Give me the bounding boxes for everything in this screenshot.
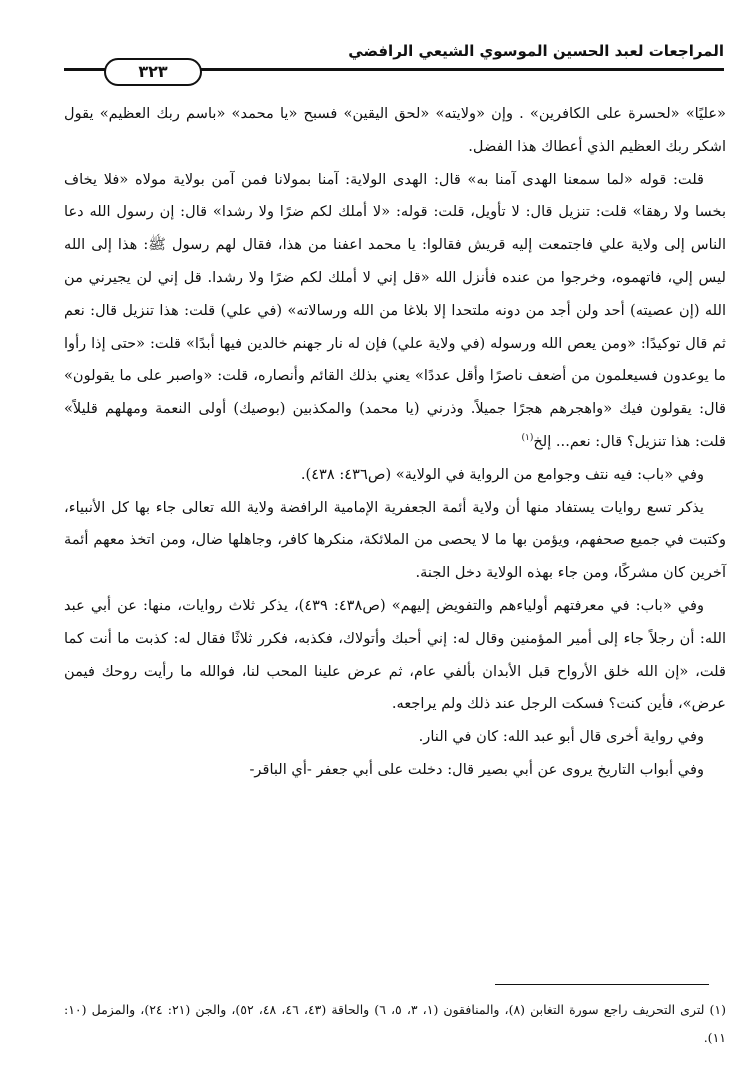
line: ناصرًا وأقل عددًا» يعني بذلك القائم وأنصاره، قلت: «واصبر على ما يقولون» قال:	[64, 367, 727, 418]
footnotes	[64, 996, 726, 1052]
line: علي) قلت: هذا تنزيل قال: نعم ثم قال توكيدًا: «ومن يعص الله ورسوله (في ولاية علي)	[64, 301, 726, 352]
line: كنت؟ فسكت الرجل عند ذلك ولم يراجعه.	[391, 695, 643, 713]
paragraph-4	[64, 492, 726, 590]
page-header	[64, 38, 724, 86]
line: تعالى جاء بها كل الأنبياء، وكتبت في جميع صحفهم، ويؤمن بها ما لا يحصى من	[64, 498, 727, 549]
paragraph-1	[64, 98, 726, 164]
line: قريش فقالوا: يا محمد اعفنا من هذا، فقال لهم رسول ﷺ: هذا إلى الله ليس إلي،	[64, 236, 726, 286]
line: يذكر تسع روايات يستفاد منها أن ولاية أئمة الجعفرية الإمامية الرافضة ولاية الله	[219, 498, 704, 516]
line: وفي «باب: في معرفتهم أولياءهم والتفويض إليهم» (ص٤٣٨: ٤٣٩)، يذكر ثلاث	[228, 596, 705, 614]
paragraph-5	[64, 590, 726, 721]
line: الملائكة، منكرها كافر، وجاهلها ضال، ومن اتخذ معهم أئمة آخرين كان مشركًا، ومن	[64, 531, 726, 582]
footnote-line: (١) لترى التحريف راجع سورة التغابن (٨)، والمنافقون (١، ٣، ٥، ٦) والحاقة (٤٣، ٤٦، ٤٨،	[258, 1002, 727, 1017]
line: قلت: قوله «لما سمعنا الهدى آمنا به» قال: الهدى الولاية: آمنا بمولانا فمن آمن	[211, 170, 705, 188]
page-number: ٣٢٣	[104, 58, 202, 86]
main-text	[64, 98, 726, 787]
line: فاتهموه، وخرجوا من عنده فأنزل الله «قل إني لا أملك لكم ضرًا ولا رشدا. قل إني لن	[136, 268, 662, 286]
line: يقولون فيك «واهجرهم هجرًا جميلاً. وذرني (يا محمد) والمكذبين (بوصيك) أولى النعمة	[155, 400, 692, 418]
paragraph-7: وفي أبواب التاريخ يروى عن أبي بصير قال: دخلت على أبي جعفر -أي الباقر-	[249, 760, 704, 778]
running-title: المراجعات لعبد الحسين الموسوي الشيعي الرافضي	[348, 42, 724, 60]
paragraph-2	[64, 164, 726, 459]
line: «عليًا» «لحسرة على الكافرين» . وإن «ولايته» «لحق اليقين» فسبح «يا محمد» «باسم ربك	[156, 105, 726, 122]
paragraph-6: وفي رواية أخرى قال أبو عبد الله: كان في النار.	[418, 728, 704, 746]
footnote-line: ٥٢)، والجن (٢١: ٢٤)، والمزمل (١٠: ١١).	[64, 1002, 726, 1045]
footnote-separator	[495, 984, 709, 985]
line: أملك لكم ضرًا ولا رشدا» قال: إن رسول الله دعا الناس إلى ولاية علي فاجتمعت إليه	[64, 203, 727, 254]
paragraph-3: وفي «باب: فيه نتف وجوامع من الرواية في الولاية» (ص٤٣٦: ٤٣٨).	[300, 465, 704, 483]
line: ومهلهم قليلاً» قلت: هذا تنزيل؟ قال: نعم... إلخ	[64, 400, 726, 450]
line: جاء بهذه الولاية دخل الجنة.	[415, 564, 579, 582]
footnote-ref[interactable]: (١)	[521, 433, 534, 444]
line: وأتولاك، فكذبه، فكرر ثلاثًا فقال له: كذبت ما أنت كما قلت، «إن الله خلق الأرواح قبل	[64, 629, 726, 680]
line: فإن له نار جهنم خالدين فيها أبدًا» قلت: «حتى إذا رأوا ما يوعدون فسيعلمون من أضعف	[64, 334, 727, 385]
line: روايات، منها: عن أبي عبد الله: أن رجلاً جاء إلى أمير المؤمنين وقال له: إني أحبك	[64, 596, 727, 647]
line: الأبدان بألفي عام، ثم عرض علينا المحب لنا، فوالله ما رأيت روحك فيمن عرض»، فأين	[64, 662, 726, 713]
line: بولاية مولاه «فلا يخاف بخسا ولا رهقا» قلت: تنزيل قال: لا تأويل، قلت: قوله: «لا	[64, 170, 727, 221]
line: يجيرني من الله (إن عصيته) أحد ولن أجد من دونه ملتحدا إلا بلاغا من الله ورسالاته» (في	[64, 268, 727, 319]
line: العظيم» يقول اشكر ربك العظيم الذي أعطاك هذا الفضل.	[64, 105, 726, 155]
footnote-1	[64, 996, 726, 1052]
